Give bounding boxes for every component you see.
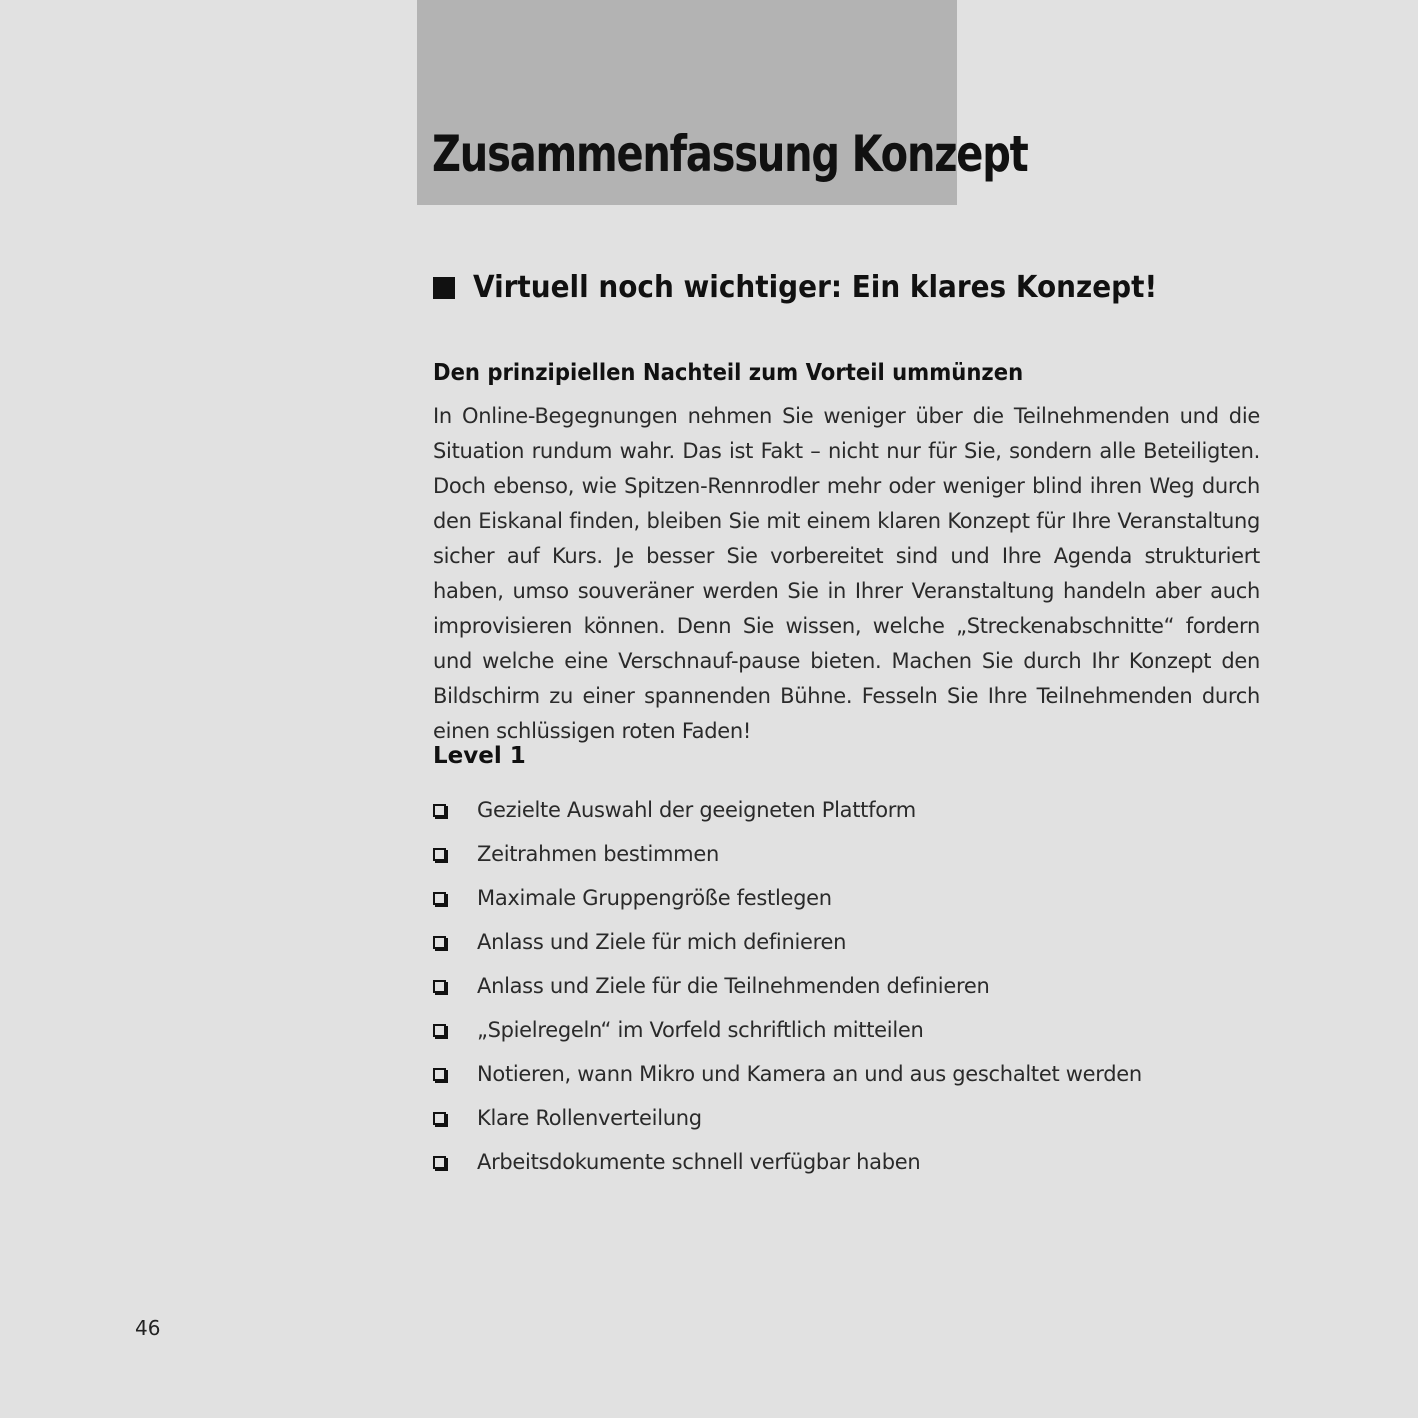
checkbox-icon [433,848,446,861]
checkbox-icon [433,1112,446,1125]
checklist-item [433,876,1142,920]
checklist-item [433,1008,1142,1052]
sub-heading: Den prinzipiellen Nachteil zum Vorteil ummünzen [433,360,1024,386]
checkbox-icon [433,1068,446,1081]
section-heading [433,266,1209,310]
checklist-item-label: Anlass und Ziele für die Teilnehmenden definieren [477,974,990,998]
checkbox-icon [433,892,446,905]
page-number: 46 [135,1316,161,1340]
checkbox-icon [433,1156,446,1169]
checklist [433,788,1142,1184]
section-title: Virtuell noch wichtiger: Ein klares Konzept! [473,270,1158,305]
checklist-item-label: Arbeitsdokumente schnell verfügbar haben [477,1150,921,1174]
checklist-item-label: Anlass und Ziele für mich definieren [477,930,847,954]
checklist-item [433,1140,1142,1184]
body-paragraph: In Online-Begegnungen nehmen Sie weniger über die Teilnehmenden und die Situation rundum wahr. Das ist Fakt – nicht nur für Sie, sondern alle Beteiligten. Doch ebenso, wie Spitzen-Rennrodler mehr oder weniger blind ihren Weg durch den Eiskanal finden, bleiben Sie mit einem klaren Konzept für Ihre Veranstaltung sicher auf Kurs. Je besser Sie vorbereitet sind und Ihre Agenda strukturiert haben, umso souveräner werden Sie in Ihrer Veranstaltung handeln aber auch improvisieren können. Denn Sie wissen, welche „Streckenabschnitte“ fordern und welche eine Verschnauf-pause bieten. Machen Sie durch Ihr Konzept den Bildschirm zu einer spannenden Bühne. Fesseln Sie Ihre Teilnehmenden durch einen schlüssigen roten Faden! [433,404,1260,743]
checkbox-icon [433,804,446,817]
square-bullet-icon [433,277,455,299]
checklist-item-label: Notieren, wann Mikro und Kamera an und aus geschaltet werden [477,1062,1142,1086]
checklist-item [433,964,1142,1008]
checklist-item [433,832,1142,876]
checklist-item [433,1052,1142,1096]
checkbox-icon [433,936,446,949]
checklist-item [433,788,1142,832]
checkbox-icon [433,1024,446,1037]
checklist-item-label: Zeitrahmen bestimmen [477,842,719,866]
checklist-item-label: Klare Rollenverteilung [477,1106,702,1130]
checklist-item [433,920,1142,964]
checklist-item-label: Gezielte Auswahl der geeigneten Plattform [477,798,916,822]
checklist-item-label: Maximale Gruppengröße festlegen [477,886,832,910]
chapter-title: Zusammenfassung Konzept [432,125,1028,183]
checkbox-icon [433,980,446,993]
level-heading: Level 1 [433,743,526,769]
checklist-item [433,1096,1142,1140]
checklist-item-label: „Spielregeln“ im Vorfeld schriftlich mitteilen [477,1018,924,1042]
